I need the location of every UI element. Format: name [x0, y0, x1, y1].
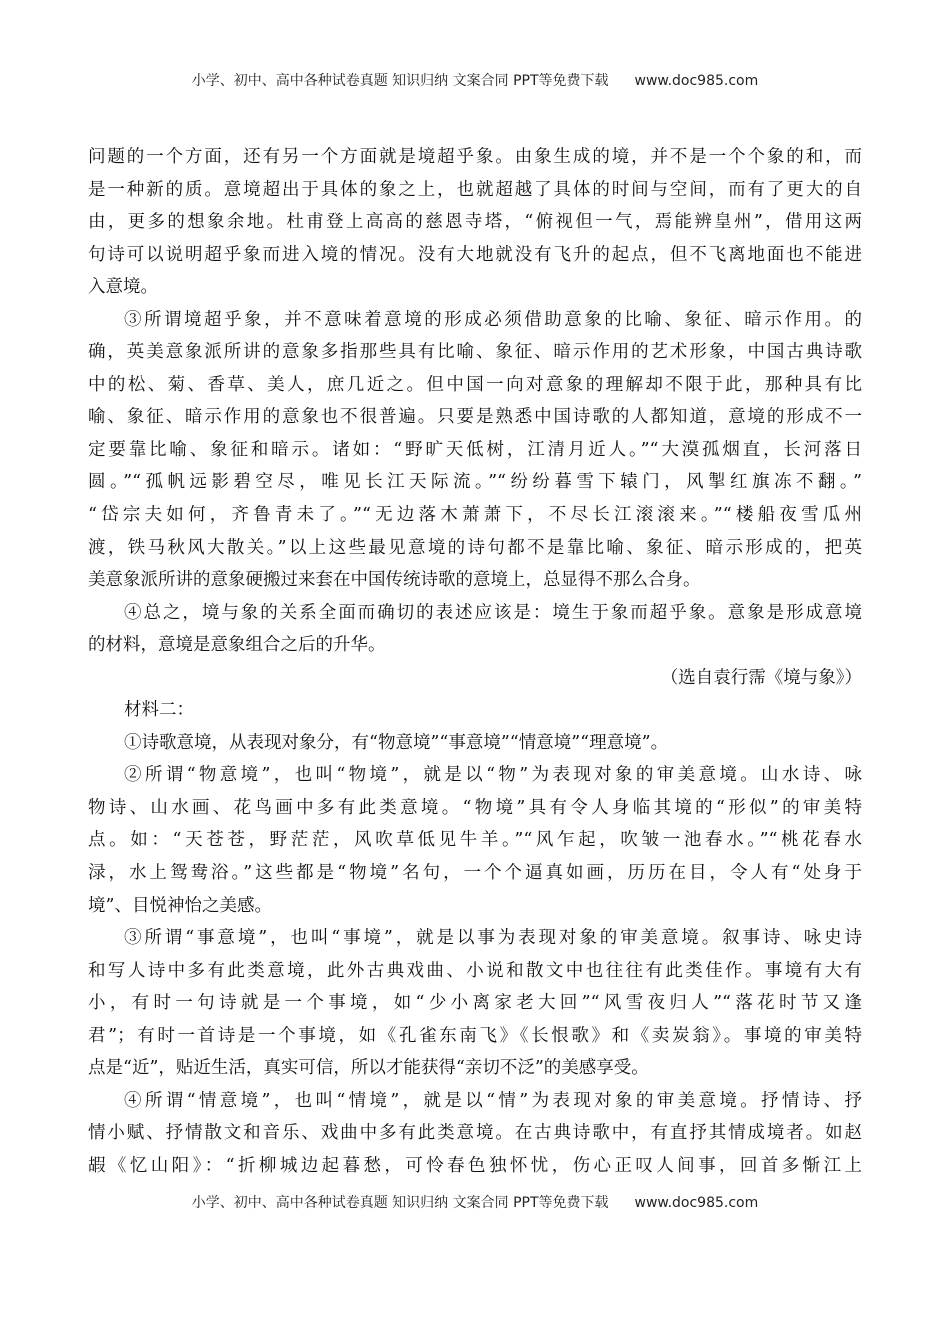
text-line: 小，有时一句诗就是一个事境，如“少小离家老大回”“风雪夜归人”“落花时节又逢: [88, 993, 862, 1014]
footer-text: 小学、初中、高中各种试卷真题 知识归纳 文案合同 PPT等免费下载: [191, 1195, 609, 1211]
text-line: 确，英美意象派所讲的意象多指那些具有比喻、象征、暗示作用的艺术形象，中国古典诗歌: [88, 342, 862, 363]
paragraph: [88, 759, 862, 922]
text-line: ④所谓“情意境”，也叫“情境”，就是以“情”为表现对象的审美意境。抒情诗、抒: [124, 1090, 862, 1111]
text-line: 情小赋、抒情散文和音乐、戏曲中多有此类意境。在古典诗歌中，有直抒其情成境者。如赵: [88, 1123, 862, 1144]
text-line: ②所谓“物意境”，也叫“物境”，就是以“物”为表现对象的审美意境。山水诗、咏: [124, 765, 862, 786]
text-line: 定要靠比喻、象征和暗示。诸如：“野旷天低树，江清月近人。”“大漠孤烟直，长河落日: [88, 439, 862, 460]
page-header: [0, 70, 950, 90]
paragraph: [88, 141, 862, 304]
text-line: “岱宗夫如何，齐鲁青未了。”“无边落木萧萧下，不尽长江滚滚来。”“楼船夜雪瓜州: [88, 505, 862, 526]
text-line: 嘏《忆山阳》：“折柳城边起暮愁，可怜春色独怀忧，伤心正叹人间事，回首多惭江上: [88, 1155, 862, 1176]
text-line: 和写人诗中多有此类意境，此外古典戏曲、小说和散文中也往往有此类佳作。事境有大有: [88, 960, 862, 981]
text-line: ③所谓境超乎象，并不意味着意境的形成必须借助意象的比喻、象征、暗示作用。的: [124, 309, 862, 330]
text-line: 由，更多的想象余地。杜甫登上高高的慈恩寺塔，“俯视但一气，焉能辨皇州”，借用这两: [88, 212, 862, 233]
text-line: 喻、象征、暗示作用的意象也不很普遍。只要是熟悉中国诗歌的人都知道，意境的形成不一: [88, 407, 862, 428]
document-body: [88, 141, 862, 1183]
text-line: 材料二：: [124, 700, 194, 721]
footer-url: www.doc985.com: [634, 1195, 759, 1211]
text-line: 渌，水上鸳鸯浴。”这些都是“物境”名句，一个个逼真如画，历历在目，令人有“处身于: [88, 863, 862, 884]
page-footer: [0, 1192, 950, 1212]
paragraph: [88, 662, 862, 695]
paragraph: [88, 727, 862, 760]
text-line: 物诗、山水画、花鸟画中多有此类意境。“物境”具有令人身临其境的“形似”的审美特: [88, 797, 862, 818]
paragraph: [88, 304, 862, 597]
text-line: 境”、目悦神怡之美感。: [88, 895, 272, 916]
text-line: 问题的一个方面，还有另一个方面就是境超乎象。由象生成的境，并不是一个个象的和，而: [88, 147, 862, 167]
text-line: ③所谓“事意境”，也叫“事境”，就是以事为表现对象的审美意境。叙事诗、咏史诗: [124, 928, 862, 949]
text-line: ①诗歌意境，从表现对象分，有“物意境”“事意境”“情意境”“理意境”。: [124, 732, 669, 753]
text-line: 美意象派所讲的意象硬搬过来套在中国传统诗歌的意境上，总显得不那么合身。: [88, 570, 701, 591]
text-line: 渡，铁马秋风大散关。”以上这些最见意境的诗句都不是靠比喻、象征、暗示形成的，把英: [88, 537, 862, 558]
paragraph: [88, 922, 862, 1085]
text-line: 入意境。: [88, 277, 158, 298]
text-line: 的材料，意境是意象组合之后的升华。: [88, 635, 386, 656]
text-line: 中的松、菊、香草、美人，庶几近之。但中国一向对意象的理解却不限于此，那种具有比: [88, 374, 862, 395]
text-line: 君”；有时一首诗是一个事境，如《孔雀东南飞》《长恨歌》和《卖炭翁》。事境的审美特: [88, 1025, 862, 1046]
text-line: 点。如：“天苍苍，野茫茫，风吹草低见牛羊。”“风乍起，吹皱一池春水。”“桃花春水: [88, 830, 862, 851]
paragraph: [88, 597, 862, 662]
header-text: 小学、初中、高中各种试卷真题 知识归纳 文案合同 PPT等免费下载: [191, 73, 609, 89]
paragraph: [88, 1085, 862, 1183]
source-citation: （选自袁行霈《境与象》）: [660, 667, 862, 688]
header-url: www.doc985.com: [634, 73, 759, 89]
text-line: ④总之，境与象的关系全面而确切的表述应该是：境生于象而超乎象。意象是形成意境: [124, 602, 862, 623]
text-line: 句诗可以说明超乎象而进入境的情况。没有大地就没有飞升的起点，但不飞离地面也不能进: [88, 244, 862, 265]
text-line: 圆。”“孤帆远影碧空尽，唯见长江天际流。”“纷纷暮雪下辕门，风掣红旗冻不翻。”: [88, 472, 862, 493]
paragraph: [88, 694, 862, 727]
text-line: 是一种新的质。意境超出于具体的象之上，也就超越了具体的时间与空间，而有了更大的自: [88, 179, 862, 200]
text-line: 点是“近”，贴近生活，真实可信，所以才能获得“亲切不泛”的美感享受。: [88, 1058, 649, 1079]
